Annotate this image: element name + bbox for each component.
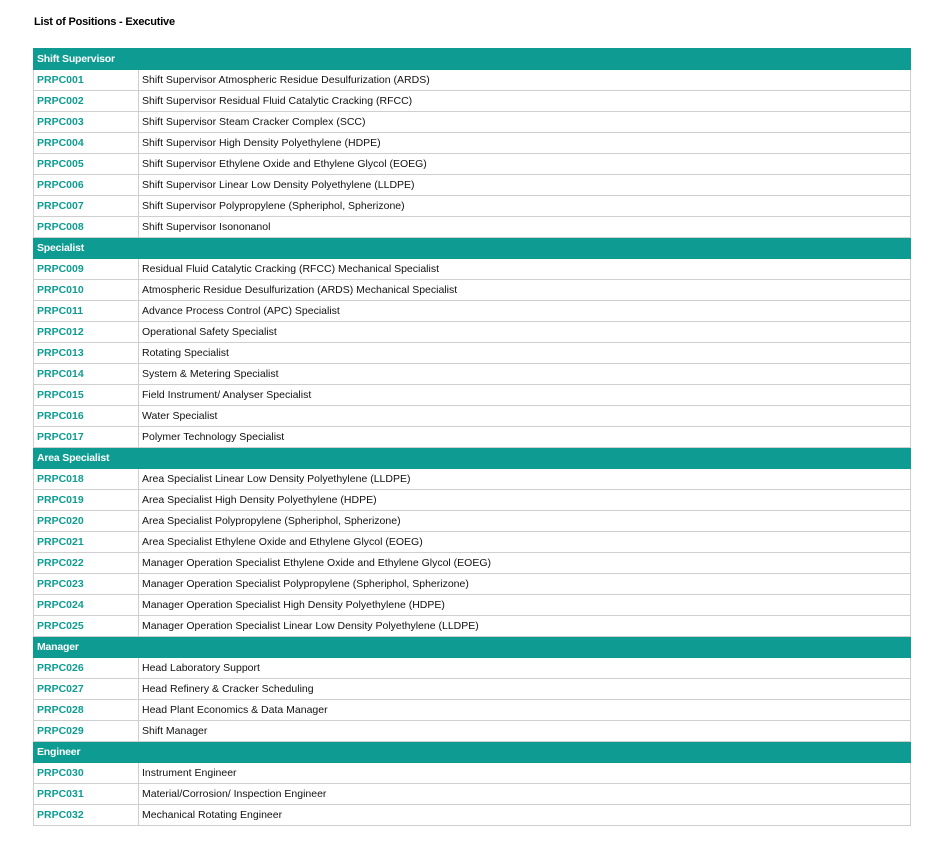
table-row [34, 280, 911, 301]
position-code: PRPC030 [34, 763, 139, 784]
position-title: Shift Manager [139, 721, 911, 742]
table-row [34, 301, 911, 322]
table-row [34, 490, 911, 511]
group-header-row [34, 49, 911, 70]
table-row [34, 364, 911, 385]
position-code: PRPC024 [34, 595, 139, 616]
position-code: PRPC017 [34, 427, 139, 448]
table-row [34, 406, 911, 427]
group-header: Specialist [34, 238, 911, 259]
position-code: PRPC004 [34, 133, 139, 154]
table-row [34, 574, 911, 595]
position-code: PRPC009 [34, 259, 139, 280]
position-title: Area Specialist Polypropylene (Spheriphol, Spherizone) [139, 511, 911, 532]
position-title: System & Metering Specialist [139, 364, 911, 385]
position-code: PRPC018 [34, 469, 139, 490]
table-row [34, 763, 911, 784]
table-row [34, 658, 911, 679]
position-title: Shift Supervisor Residual Fluid Catalytic Cracking (RFCC) [139, 91, 911, 112]
position-title: Head Laboratory Support [139, 658, 911, 679]
position-code: PRPC002 [34, 91, 139, 112]
table-row [34, 196, 911, 217]
position-code: PRPC027 [34, 679, 139, 700]
position-code: PRPC014 [34, 364, 139, 385]
table-row [34, 70, 911, 91]
position-code: PRPC022 [34, 553, 139, 574]
position-code: PRPC005 [34, 154, 139, 175]
position-title: Field Instrument/ Analyser Specialist [139, 385, 911, 406]
position-title: Shift Supervisor Linear Low Density Polyethylene (LLDPE) [139, 175, 911, 196]
table-row [34, 805, 911, 826]
group-header: Shift Supervisor [34, 49, 911, 70]
position-title: Material/Corrosion/ Inspection Engineer [139, 784, 911, 805]
position-title: Water Specialist [139, 406, 911, 427]
position-title: Shift Supervisor Steam Cracker Complex (SCC) [139, 112, 911, 133]
position-title: Advance Process Control (APC) Specialist [139, 301, 911, 322]
position-code: PRPC013 [34, 343, 139, 364]
position-code: PRPC026 [34, 658, 139, 679]
table-row [34, 679, 911, 700]
position-title: Mechanical Rotating Engineer [139, 805, 911, 826]
table-row [34, 595, 911, 616]
page-title: List of Positions - Executive [34, 16, 175, 28]
position-code: PRPC001 [34, 70, 139, 91]
table-row [34, 532, 911, 553]
group-header: Engineer [34, 742, 911, 763]
position-title: Operational Safety Specialist [139, 322, 911, 343]
position-title: Area Specialist High Density Polyethylene (HDPE) [139, 490, 911, 511]
group-header: Manager [34, 637, 911, 658]
table-row [34, 616, 911, 637]
position-title: Residual Fluid Catalytic Cracking (RFCC) Mechanical Specialist [139, 259, 911, 280]
table-row [34, 721, 911, 742]
position-code: PRPC031 [34, 784, 139, 805]
group-header-row [34, 238, 911, 259]
positions-table [33, 48, 911, 826]
group-header-row [34, 448, 911, 469]
position-title: Instrument Engineer [139, 763, 911, 784]
group-header-row [34, 742, 911, 763]
table-row [34, 553, 911, 574]
group-header: Area Specialist [34, 448, 911, 469]
position-title: Head Plant Economics & Data Manager [139, 700, 911, 721]
position-title: Manager Operation Specialist Linear Low Density Polyethylene (LLDPE) [139, 616, 911, 637]
position-title: Rotating Specialist [139, 343, 911, 364]
position-title: Area Specialist Ethylene Oxide and Ethylene Glycol (EOEG) [139, 532, 911, 553]
position-code: PRPC032 [34, 805, 139, 826]
position-code: PRPC016 [34, 406, 139, 427]
table-row [34, 784, 911, 805]
group-header-row [34, 637, 911, 658]
position-code: PRPC015 [34, 385, 139, 406]
table-row [34, 133, 911, 154]
position-code: PRPC020 [34, 511, 139, 532]
position-code: PRPC023 [34, 574, 139, 595]
table-row [34, 217, 911, 238]
position-title: Shift Supervisor High Density Polyethylene (HDPE) [139, 133, 911, 154]
table-row [34, 427, 911, 448]
position-title: Head Refinery & Cracker Scheduling [139, 679, 911, 700]
position-code: PRPC028 [34, 700, 139, 721]
position-code: PRPC003 [34, 112, 139, 133]
position-title: Manager Operation Specialist High Density Polyethylene (HDPE) [139, 595, 911, 616]
position-title: Shift Supervisor Polypropylene (Spheriphol, Spherizone) [139, 196, 911, 217]
position-code: PRPC010 [34, 280, 139, 301]
position-title: Atmospheric Residue Desulfurization (ARDS) Mechanical Specialist [139, 280, 911, 301]
position-code: PRPC008 [34, 217, 139, 238]
position-title: Area Specialist Linear Low Density Polyethylene (LLDPE) [139, 469, 911, 490]
table-row [34, 91, 911, 112]
position-code: PRPC006 [34, 175, 139, 196]
table-row [34, 259, 911, 280]
position-code: PRPC019 [34, 490, 139, 511]
position-code: PRPC025 [34, 616, 139, 637]
position-code: PRPC012 [34, 322, 139, 343]
position-code: PRPC011 [34, 301, 139, 322]
position-code: PRPC007 [34, 196, 139, 217]
table-row [34, 154, 911, 175]
position-title: Shift Supervisor Ethylene Oxide and Ethylene Glycol (EOEG) [139, 154, 911, 175]
position-title: Polymer Technology Specialist [139, 427, 911, 448]
table-row [34, 700, 911, 721]
table-row [34, 112, 911, 133]
table-row [34, 322, 911, 343]
position-code: PRPC021 [34, 532, 139, 553]
table-row [34, 385, 911, 406]
position-code: PRPC029 [34, 721, 139, 742]
table-row [34, 175, 911, 196]
position-title: Shift Supervisor Isononanol [139, 217, 911, 238]
table-row [34, 343, 911, 364]
table-row [34, 511, 911, 532]
positions-table-body [34, 49, 911, 826]
position-title: Shift Supervisor Atmospheric Residue Desulfurization (ARDS) [139, 70, 911, 91]
table-row [34, 469, 911, 490]
position-title: Manager Operation Specialist Polypropylene (Spheriphol, Spherizone) [139, 574, 911, 595]
position-title: Manager Operation Specialist Ethylene Oxide and Ethylene Glycol (EOEG) [139, 553, 911, 574]
